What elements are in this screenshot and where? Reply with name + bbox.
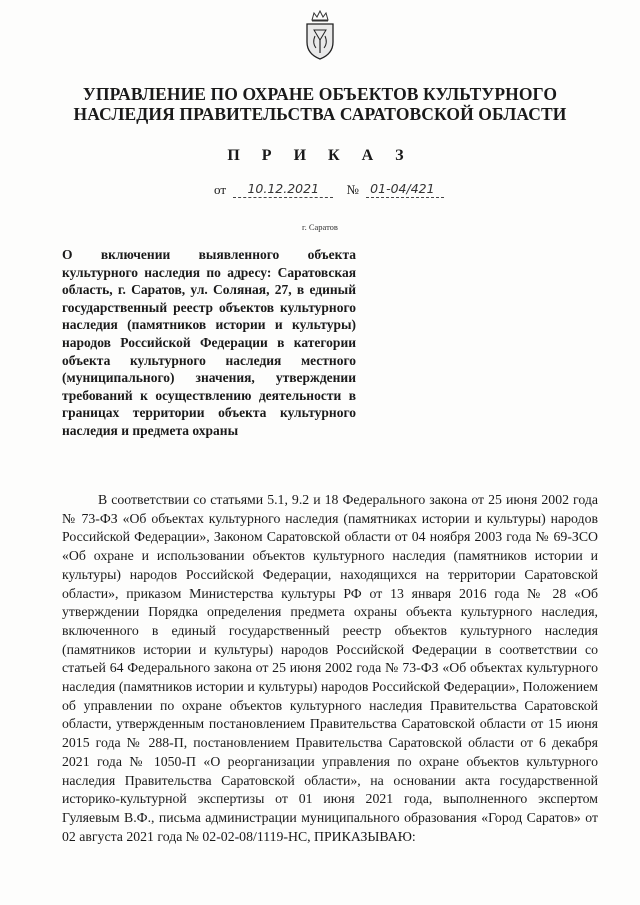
order-subject: О включении выявленного объекта культурного наследия по адресу: Саратовская область, г. Саратов, ул. Соляная, 27, в единый государственный реестр объектов культурного наследия (памятников истории и культуры) народов Российской Федерации в категории объекта культурного наследия местного (муниципального) значения, утверждении требований к осуществлению деятельности в границах территории объекта культурного наследия и предмета охраны [62,247,356,438]
order-city: г. Саратов [302,222,338,232]
order-title: П Р И К А З [227,147,413,164]
organization-name-line-2: НАСЛЕДИЯ ПРАВИТЕЛЬСТВА САРАТОВСКОЙ ОБЛАСТИ [73,104,567,124]
organization-name [40,84,600,124]
order-body-paragraph: В соответствии со статьями 5.1, 9.2 и 18 Федерального закона от 25 июня 2002 года № 73-ФЗ «Об объектах культурного наследия (памятниках истории и культуры) народов Российской Федерации», Законом Саратовской области от 04 ноября 2003 года № 69-ЗСО «Об охране и использовании объектов культурного наследия (памятников истории и культуры) народов Российской Федерации, находящихся на территории Саратовской области», приказом Министерства культуры РФ от 13 января 2016 года № 28 «Об утверждении Порядка определения предмета охраны объекта культурного наследия, включенного в единый государственный реестр объектов культурного наследия (памятников истории и культуры) народов Российской Федерации в соответствии со статьей 64 Федерального закона от 25 июня 2002 года № 73-ФЗ «Об объектах культурного наследия (памятников истории и культуры) народов Российской Федерации», Положением об управлении по охране объектов культурного наследия Правительства Саратовской области, утвержденным постановлением Правительства Саратовской области от 15 июня 2015 года № 288-П, постановлением Правительства Саратовской области от 6 декабря 2021 года № 1050-П «О реорганизации управления по охране объектов культурного наследия Правительства Саратовской области», на основании акта государственной историко-культурной экспертизы от 01 июня 2021 года, выполненного экспертом Гуляевым В.Ф., письма администрации муниципального образования «Город Саратов» от 02 августа 2021 года № 02-02-08/1119-НС, ПРИКАЗЫВАЮ: [62,492,598,844]
date-prefix: от [214,182,227,197]
coat-of-arms-icon [303,10,337,60]
order-date: 10.12.2021 [233,181,333,198]
order-number: 01-04/421 [366,181,444,198]
order-date-number-line [214,181,474,198]
number-prefix: № [346,182,359,197]
organization-name-line-1: УПРАВЛЕНИЕ ПО ОХРАНЕ ОБЪЕКТОВ КУЛЬТУРНОГО [82,84,558,104]
